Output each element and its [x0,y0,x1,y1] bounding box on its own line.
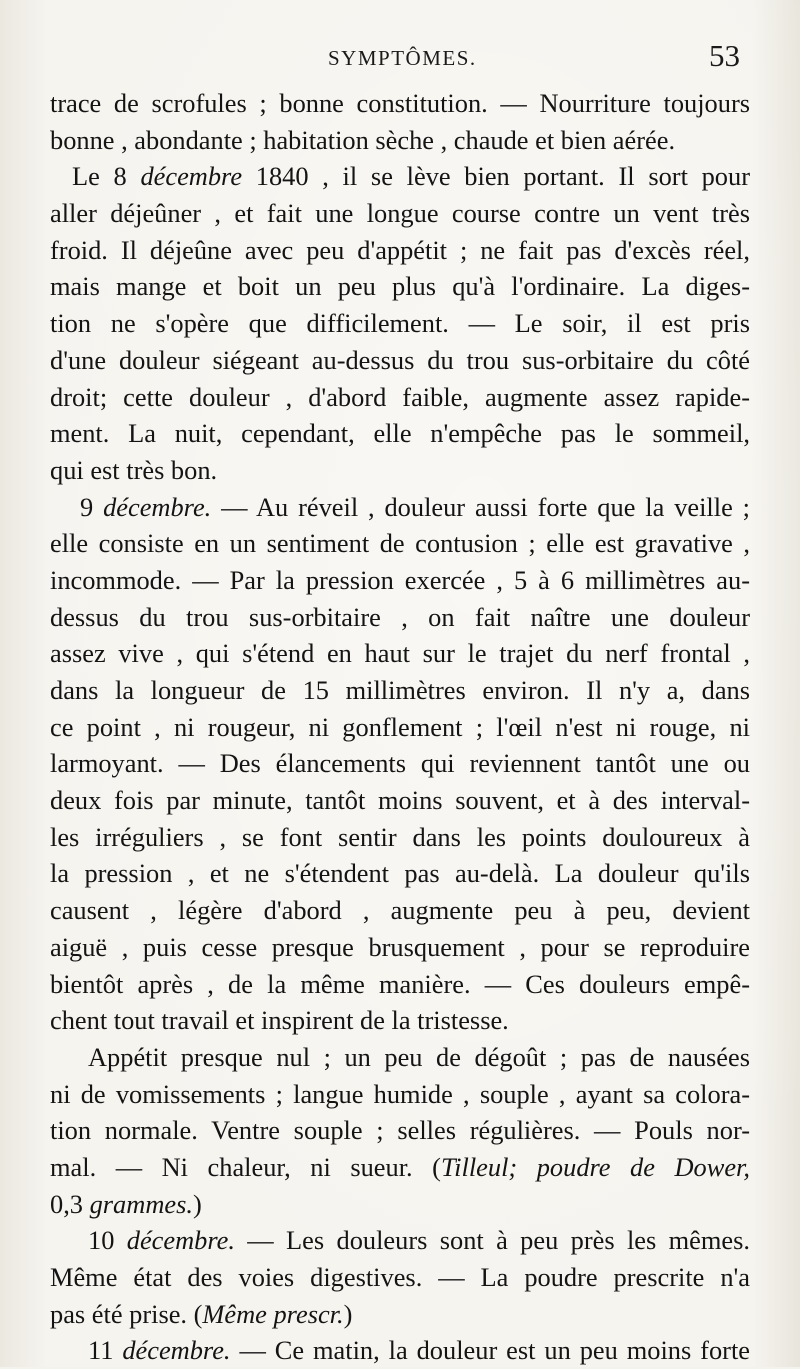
text-line: ment. La nuit, cependant, elle n'empêche pas le sommeil, [50,418,750,449]
text-line: incommode. — Par la pression exercée , 5 à 6 millimètres au- [50,564,750,595]
italic-date: décembre. [103,491,212,522]
text-span: 9 [80,491,104,522]
italic-date: décembre [140,161,243,192]
italic-prescription: Même prescr. [202,1298,344,1329]
text-span: mal. — Ni chaleur, ni sueur. ( [50,1151,441,1182]
italic-date: décembre. [122,1335,231,1366]
text-line: la pression , et ne s'étendent pas au-delà. La douleur qu'ils [50,858,750,889]
text-line: qui est très bon. [50,454,218,485]
text-line: larmoyant. — Des élancements qui reviennent tantôt une ou [50,748,750,779]
text-span: ) [343,1298,353,1329]
text-line: trace de scrofules ; bonne constitution. — Nourriture toujours [50,88,750,118]
page-number: 53 [709,38,740,73]
text-line: deux fois par minute, tantôt moins souvent, et à des interval- [50,785,750,816]
text-span: pas été prise. ( [50,1298,203,1329]
text-line [50,1222,750,1259]
text-line [50,1296,750,1333]
text-line: bientôt après , de la même manière. — Ces douleurs empê- [50,968,750,999]
text-span: — Ce matin, la douleur est un peu moins forte [230,1335,750,1366]
text-line: bonne , abondante ; habitation sèche , chaude et bien aérée. [50,124,676,155]
text-span: ) [192,1188,202,1219]
text-span: Le 8 [72,161,141,192]
running-head [0,38,800,78]
text-span: 0,3 [50,1188,90,1219]
text-line [50,1332,750,1369]
text-span: 1840 , il se lève bien portant. Il sort pour [242,161,750,192]
text-line: Même état des voies digestives. — La poudre prescrite n'a [50,1262,750,1292]
text-line: droit; cette douleur , d'abord faible, augmente assez rapide- [50,381,750,412]
text-line: assez vive , qui s'étend en haut sur le trajet du nerf frontal , [50,638,750,669]
text-span: — Au réveil , douleur aussi forte que la veille ; [211,491,751,522]
text-line [50,1186,750,1223]
text-line: tion normale. Ventre souple ; selles régulières. — Pouls nor- [50,1115,750,1146]
text-line: d'une douleur siégeant au-dessus du trou sus-orbitaire du côté [50,344,750,375]
text-line: tion ne s'opère que difficilement. — Le soir, il est pris [50,308,750,339]
text-line: dans la longueur de 15 millimètres environ. Il n'y a, dans [50,675,750,705]
text-line [50,1149,750,1186]
text-line: aller déjeûner , et fait une longue course contre un vent très [50,198,750,229]
text-span: 11 [88,1335,123,1366]
text-line: elle consiste en un sentiment de contusion ; elle est gravative , [50,528,750,559]
italic-date: décembre. [126,1225,235,1256]
text-line: ce point , ni rougeur, ni gonflement ; l'œil n'est ni rouge, ni [50,711,750,742]
text-span: — Les douleurs sont à peu près les mêmes. [234,1225,750,1256]
text-line [50,158,750,195]
text-line: dessus du trou sus-orbitaire , on fait naître une douleur [50,601,750,632]
text-line [50,489,750,526]
text-line: froid. Il déjeûne avec peu d'appétit ; ne fait pas d'excès réel, [50,234,750,265]
text-line: causent , légère d'abord , augmente peu à peu, devient [50,895,750,926]
body-text [50,85,750,1369]
text-line: les irréguliers , se font sentir dans les points douloureux à [50,821,750,852]
running-title: SYMPTÔMES. [328,46,477,70]
text-line: aiguë , puis cesse presque brusquement , pour se reproduire [50,931,750,962]
text-line: chent tout travail et inspirent de la tristesse. [50,1005,509,1036]
italic-unit: grammes. [89,1188,193,1219]
text-line: Appétit presque nul ; un peu de dégoût ; pas de nausées [88,1041,750,1072]
italic-prescription: Tilleul; poudre de Dower, [440,1151,750,1182]
text-line: mais mange et boit un peu plus qu'à l'ordinaire. La diges- [50,271,750,302]
text-span: 10 [88,1225,127,1256]
text-line: ni de vomissements ; langue humide , souple , ayant sa colora- [50,1078,750,1109]
